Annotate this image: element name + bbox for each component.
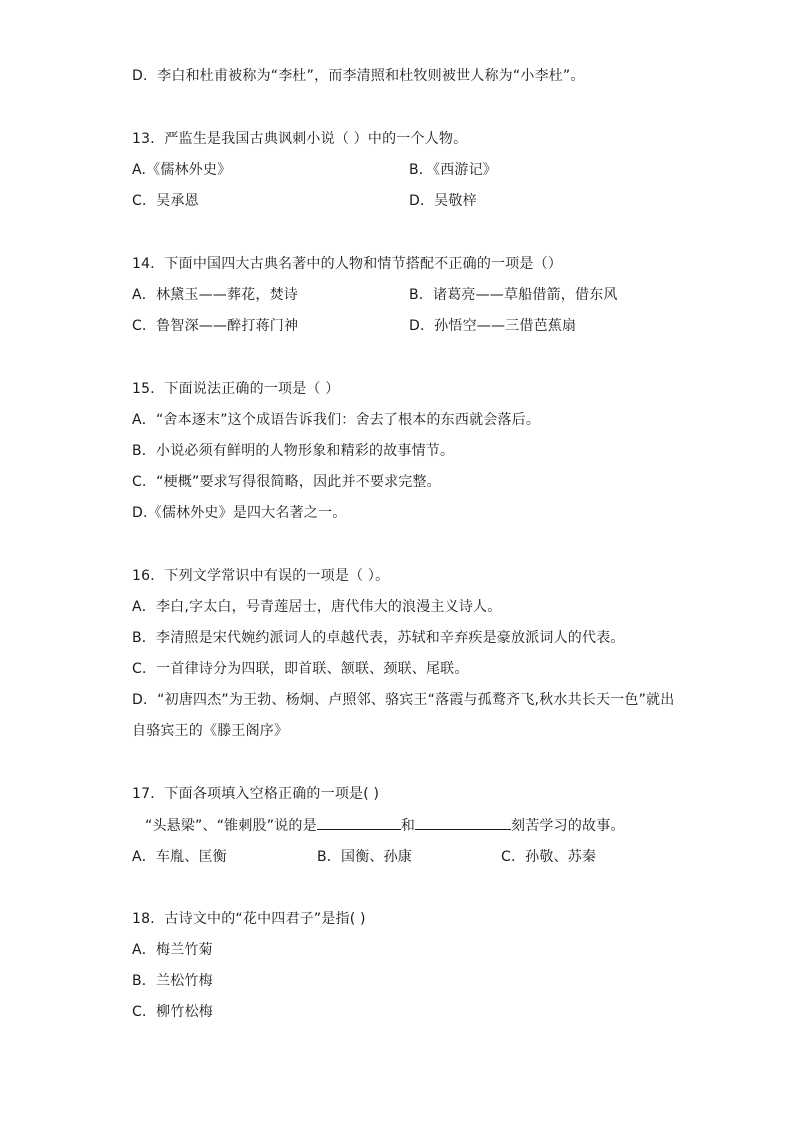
q13-option-b: B．《西游记》	[409, 162, 498, 178]
q18-option-a: A．梅兰竹菊	[132, 942, 213, 958]
q13-option-c: C．吴承恩	[132, 193, 199, 209]
q15-option-d: D.《儒林外史》是四大名著之一。	[132, 505, 347, 521]
q14-option-c: C．鲁智深——醉打蒋门神	[132, 318, 299, 334]
q14-option-d: D．孙悟空——三借芭蕉扇	[409, 318, 577, 334]
q16-option-a: A．李白,字太白，号青莲居士，唐代伟大的浪漫主义诗人。	[132, 599, 502, 615]
q16-stem: 16．下列文学常识中有误的一项是（ ）。	[132, 568, 390, 584]
q17-fill-part-a: “头悬梁”、“锥刺股”说的是	[145, 818, 317, 834]
q17-fill-sentence	[145, 815, 625, 836]
q17-option-a: A．车胤、匡衡	[132, 849, 227, 865]
q14-option-a: A．林黛玉——葬花，焚诗	[132, 287, 298, 303]
q14-option-b: B．诸葛亮——草船借箭，借东风	[409, 287, 618, 303]
q17-fill-part-c: 刻苦学习的故事。	[511, 818, 625, 834]
q17-blank-2	[415, 815, 511, 830]
q12-option-d: D．李白和杜甫被称为“李杜”，而李清照和杜牧则被世人称为“小李杜”。	[132, 68, 585, 84]
q17-blank-1	[317, 815, 401, 830]
q16-option-b: B．李清照是宋代婉约派词人的卓越代表，苏轼和辛弃疾是豪放派词人的代表。	[132, 630, 625, 646]
q13-stem: 13．严监生是我国古典讽刺小说（ ）中的一个人物。	[132, 131, 468, 147]
q15-option-a: A．“舍本逐末”这个成语告诉我们：舍去了根本的东西就会落后。	[132, 412, 541, 428]
q17-option-b: B．国衡、孙康	[317, 849, 413, 865]
q18-option-c: C．柳竹松梅	[132, 1004, 213, 1020]
q17-stem: 17．下面各项填入空格正确的一项是( )	[132, 786, 380, 802]
q13-option-a: A.《儒林外史》	[132, 162, 232, 178]
q17-fill-part-b: 和	[400, 818, 416, 834]
q13-option-d: D．吴敬梓	[409, 193, 477, 209]
q15-option-c: C．“梗概”要求写得很简略，因此并不要求完整。	[132, 474, 441, 490]
q17-option-c: C．孙敬、苏秦	[501, 849, 597, 865]
q18-stem: 18．古诗文中的“花中四君子”是指( )	[132, 911, 366, 927]
q15-stem: 15．下面说法正确的一项是（ ）	[132, 381, 340, 397]
q18-option-b: B．兰松竹梅	[132, 973, 213, 989]
q16-option-d-line1: D．“初唐四杰”为王勃、杨炯、卢照邻、骆宾王“落霞与孤鹜齐飞,秋水共长天一色”就出	[132, 692, 675, 708]
q15-option-b: B．小说必须有鲜明的人物形象和精彩的故事情节。	[132, 443, 455, 459]
q16-option-c: C．一首律诗分为四联，即首联、颔联、颈联、尾联。	[132, 661, 469, 677]
q14-stem: 14．下面中国四大古典名著中的人物和情节搭配不正确的一项是（）	[132, 256, 563, 272]
q16-option-d-line2: 自骆宾王的《滕王阁序》	[132, 723, 289, 739]
